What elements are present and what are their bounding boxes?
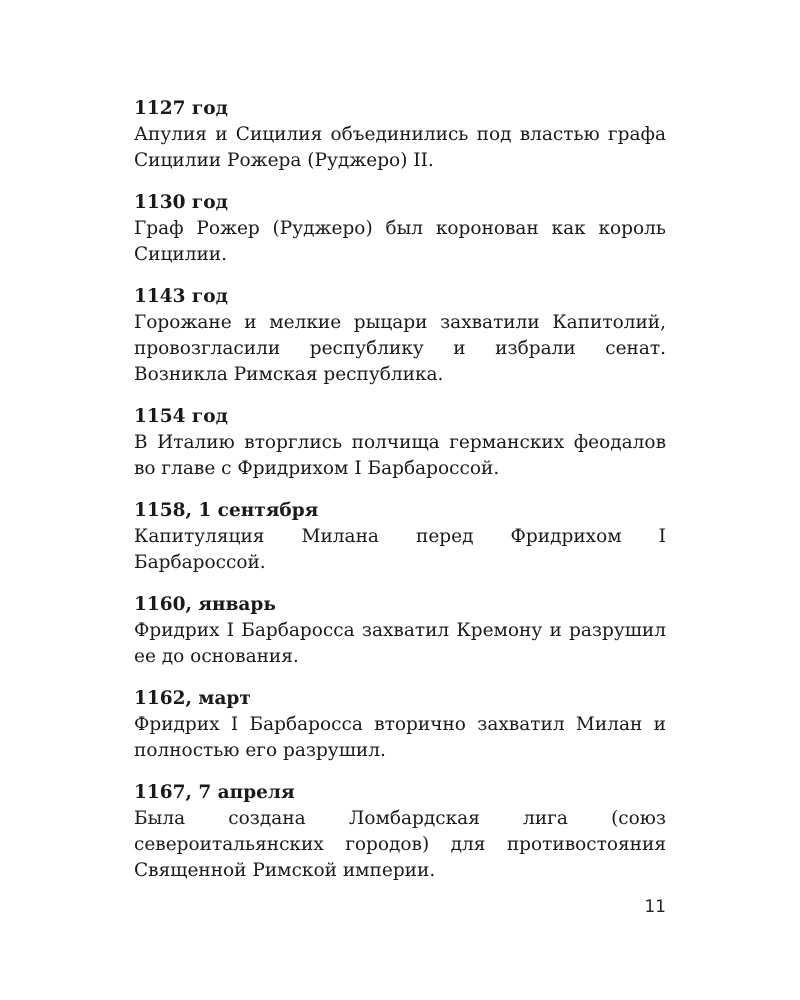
- entry-date: 1154 год: [134, 406, 228, 427]
- entry-date: 1130 год: [134, 192, 228, 213]
- entry-text: Фридрих I Барбаросса захватил Кремону и разрушил ее до основания.: [134, 620, 666, 667]
- chronology-entry-1160: [134, 592, 666, 670]
- entry-date: 1127 год: [134, 98, 228, 119]
- chronology-entry-1167: [134, 780, 666, 884]
- entry-text: Горожане и мелкие рыцари захватили Капитолий, провозгласили республику и избрали сенат. Возникла Римская республика.: [134, 312, 666, 385]
- entry-date: 1143 год: [134, 286, 228, 307]
- chronology-entry-1154: [134, 404, 666, 482]
- entry-text: В Италию вторглись полчища германских феодалов во главе с Фридрихом I Барбароссой.: [134, 432, 666, 479]
- chronology-entry-1127: [134, 96, 666, 174]
- entry-text: Была создана Ломбардская лига (союз североитальянских городов) для противостояния Священной Римской империи.: [134, 808, 666, 881]
- page-number: 11: [644, 897, 666, 917]
- entry-text: Апулия и Сицилия объединились под властью графа Сицилии Рожера (Руджеро) II.: [134, 124, 666, 171]
- chronology-entry-1130: [134, 190, 666, 268]
- chronology-entry-1162: [134, 686, 666, 764]
- entry-date: 1162, март: [134, 688, 251, 709]
- entry-date: 1158, 1 сентября: [134, 500, 319, 521]
- chronology-page: [134, 96, 666, 900]
- entry-date: 1160, январь: [134, 594, 276, 615]
- entry-text: Граф Рожер (Руджеро) был коронован как король Сицилии.: [134, 218, 666, 265]
- chronology-entry-1143: [134, 284, 666, 388]
- entry-text: Капитуляция Милана перед Фридрихом I Барбароссой.: [134, 526, 666, 573]
- entry-text: Фридрих I Барбаросса вторично захватил Милан и полностью его разрушил.: [134, 714, 666, 761]
- entry-date: 1167, 7 апреля: [134, 782, 295, 803]
- chronology-entry-1158: [134, 498, 666, 576]
